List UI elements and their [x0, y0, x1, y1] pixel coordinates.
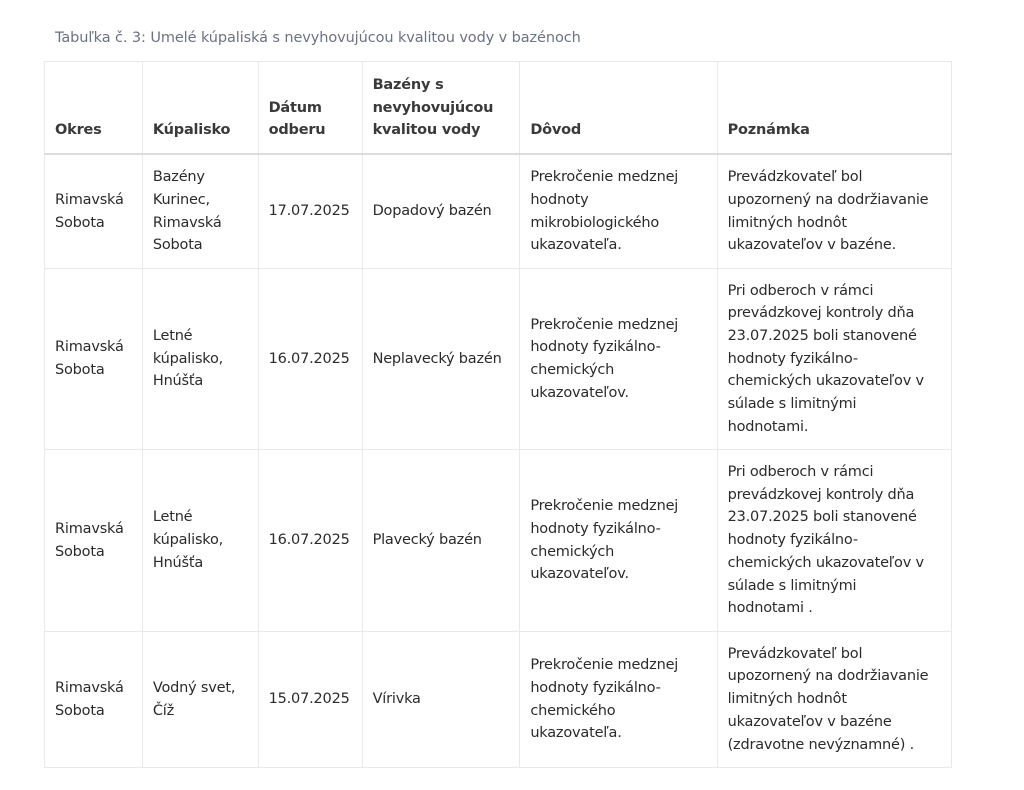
cell-datum: 16.07.2025 — [258, 269, 362, 450]
cell-kupalisko: Vodný svet, Číž — [142, 632, 258, 768]
header-dovod: Dôvod — [520, 62, 717, 155]
table-header-row — [45, 62, 952, 155]
table-row — [45, 269, 952, 450]
cell-okres: Rimavská Sobota — [45, 154, 143, 269]
header-bazeny: Bazény s nevyhovujúcou kvalitou vody — [362, 62, 520, 155]
cell-poznamka: Pri odberoch v rámci prevádzkovej kontroly dňa 23.07.2025 boli stanovené hodnoty fyzikálno- chemických ukazovateľov v súlade s limitnými hodnotami. — [717, 269, 951, 450]
cell-dovod: Prekročenie medznej hodnoty fyzikálno- chemických ukazovateľov. — [520, 450, 717, 632]
header-datum-odberu: Dátum odberu — [258, 62, 362, 155]
table-caption: Tabuľka č. 3: Umelé kúpaliská s nevyhovujúcou kvalitou vody v bazénoch — [55, 30, 581, 46]
cell-dovod: Prekročenie medznej hodnoty fyzikálno- chemických ukazovateľov. — [520, 269, 717, 450]
cell-okres: Rimavská Sobota — [45, 632, 143, 768]
cell-bazeny: Vírivka — [362, 632, 520, 768]
header-okres: Okres — [45, 62, 143, 155]
cell-kupalisko: Bazény Kurinec, Rimavská Sobota — [142, 154, 258, 269]
table-row — [45, 154, 952, 269]
cell-datum: 15.07.2025 — [258, 632, 362, 768]
cell-poznamka: Prevádzkovateľ bol upozornený na dodržiavanie limitných hodnôt ukazovateľov v bazéne. — [717, 154, 951, 269]
header-kupalisko: Kúpalisko — [142, 62, 258, 155]
pools-quality-table — [44, 61, 952, 768]
cell-okres: Rimavská Sobota — [45, 450, 143, 632]
cell-dovod: Prekročenie medznej hodnoty mikrobiologického ukazovateľa. — [520, 154, 717, 269]
cell-bazeny: Plavecký bazén — [362, 450, 520, 632]
cell-kupalisko: Letné kúpalisko, Hnúšťa — [142, 450, 258, 632]
header-poznamka: Poznámka — [717, 62, 951, 155]
cell-kupalisko: Letné kúpalisko, Hnúšťa — [142, 269, 258, 450]
cell-bazeny: Neplavecký bazén — [362, 269, 520, 450]
cell-poznamka: Pri odberoch v rámci prevádzkovej kontroly dňa 23.07.2025 boli stanovené hodnoty fyzikálno- chemických ukazovateľov v súlade s limitnými hodnotami . — [717, 450, 951, 632]
cell-datum: 17.07.2025 — [258, 154, 362, 269]
cell-okres: Rimavská Sobota — [45, 269, 143, 450]
cell-poznamka: Prevádzkovateľ bol upozornený na dodržiavanie limitných hodnôt ukazovateľov v bazéne (zdravotne nevýznamné) . — [717, 632, 951, 768]
cell-datum: 16.07.2025 — [258, 450, 362, 632]
table-row — [45, 450, 952, 632]
cell-bazeny: Dopadový bazén — [362, 154, 520, 269]
cell-dovod: Prekročenie medznej hodnoty fyzikálno- chemického ukazovateľa. — [520, 632, 717, 768]
table-row — [45, 632, 952, 768]
